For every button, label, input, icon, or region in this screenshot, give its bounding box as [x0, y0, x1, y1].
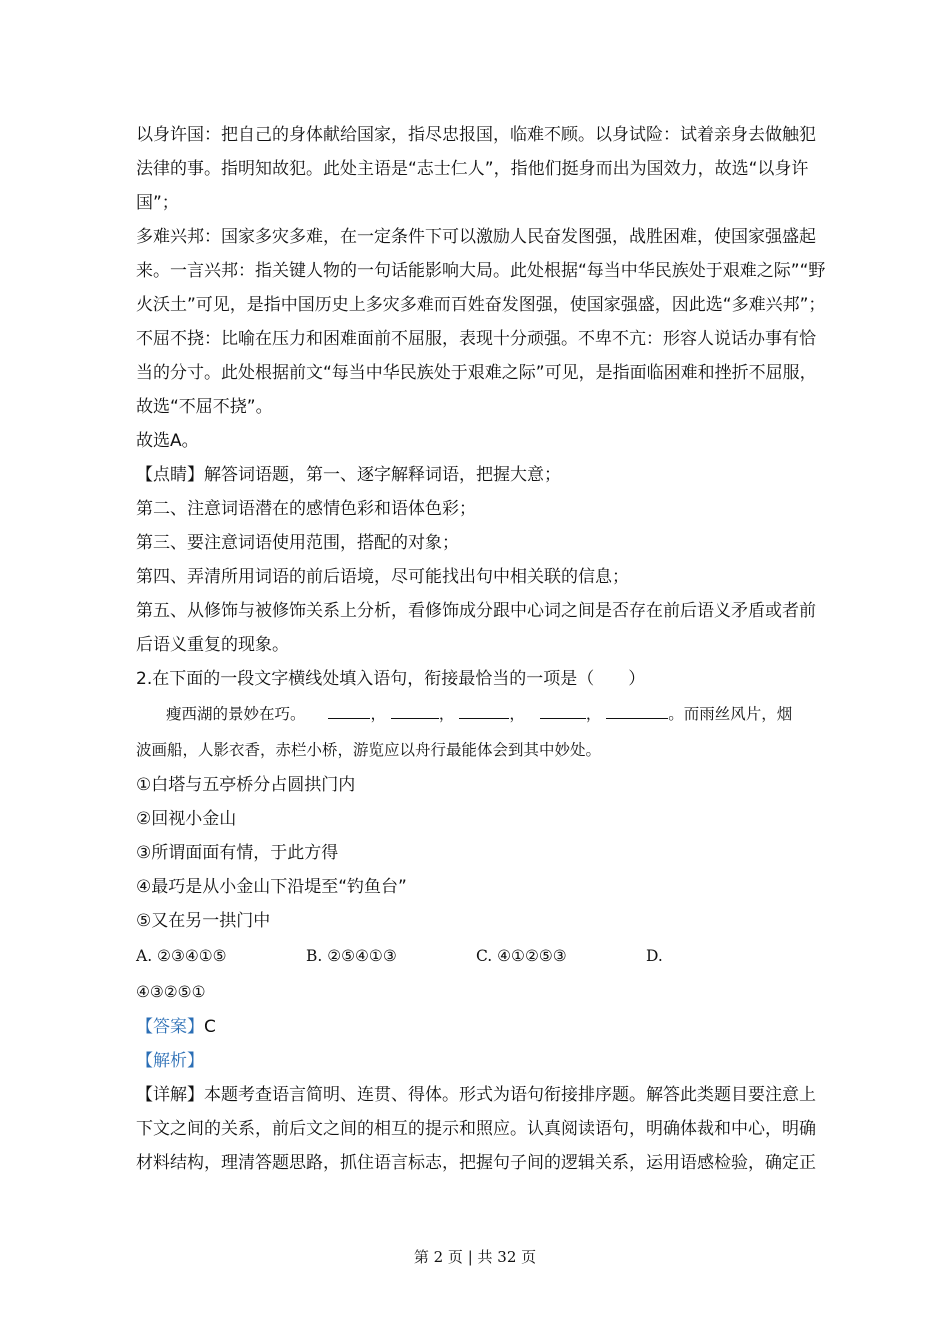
blank-separator: ， — [509, 705, 525, 723]
option-d: D. — [646, 947, 663, 965]
paragraph-line: 多难兴邦：国家多灾多难，在一定条件下可以激励人民奋发图强，战胜困难，使国家强盛起 — [136, 227, 816, 247]
paragraph-line: 以身许国：把自己的身体献给国家，指尽忠报国，临难不顾。以身试险：试着亲身去做触犯 — [136, 125, 816, 145]
blank-separator: ， — [370, 705, 386, 723]
analysis-line: 下文之间的关系，前后文之间的相互的提示和照应。认真阅读语句，明确体裁和中心，明确 — [136, 1119, 816, 1139]
analysis-label: 【解析】 — [136, 1051, 204, 1071]
paragraph-line: 火沃土”可见，是指中国历史上多灾多难而百姓奋发图强，使国家强盛，因此选“多难兴邦”； — [136, 295, 826, 315]
question-passage-line-2: 波画船，人影衣香，赤栏小桥，游览应以舟行最能体会到其中妙处。 — [136, 741, 602, 759]
sentence-item: ①白塔与五亭桥分占圆拱门内 — [136, 775, 356, 795]
option-d-value: ④③②⑤① — [136, 983, 206, 1001]
paragraph-line: 国”； — [136, 193, 179, 213]
answer-options — [136, 938, 816, 974]
paragraph-line: 故选A。 — [136, 431, 199, 451]
answer-value: C — [204, 1017, 216, 1037]
question-passage-line-1 — [136, 696, 816, 732]
analysis-line: 材料结构，理清答题思路，抓住语言标志，把握句子间的逻辑关系，运用语感检验，确定正 — [136, 1153, 816, 1173]
sentence-item: ③所谓面面有情，于此方得 — [136, 843, 339, 863]
sentence-item: ④最巧是从小金山下沿堤至“钓鱼台” — [136, 877, 407, 897]
blank-2 — [391, 704, 439, 719]
blank-separator: ， — [585, 705, 602, 723]
question-stem: 2.在下面的一段文字横线处填入语句，衔接最恰当的一项是（ ） — [136, 669, 646, 689]
page-footer: 第 2 页 | 共 32 页 — [413, 1248, 537, 1266]
blank-5 — [606, 704, 668, 719]
analysis-line: 【详解】本题考查语言简明、连贯、得体。形式为语句衔接排序题。解答此类题目要注意上 — [136, 1085, 816, 1105]
blank-1 — [328, 704, 370, 719]
paragraph-line: 法律的事。指明知故犯。此处主语是“志士仁人”，指他们挺身而出为国效力，故选“以身许 — [136, 159, 809, 179]
answer-label: 【答案】 — [136, 1017, 204, 1037]
paragraph-line: 后语义重复的现象。 — [136, 635, 289, 655]
paragraph-line: 当的分寸。此处根据前文“每当中华民族处于艰难之际”可见，是指面临困难和挫折不屈服， — [136, 363, 817, 383]
blank-4 — [540, 704, 586, 719]
sentence-item: ⑤又在另一拱门中 — [136, 911, 271, 931]
paragraph-line: 第四、弄清所用词语的前后语境，尽可能找出句中相关联的信息； — [136, 567, 629, 587]
page-content — [136, 118, 826, 1180]
paragraph-line: 来。一言兴邦：指关键人物的一句话能影响大局。此处根据“每当中华民族处于艰难之际”“野 — [136, 261, 826, 281]
passage-end: 。而雨丝风片，烟 — [668, 705, 793, 723]
sentence-item: ②回视小金山 — [136, 809, 237, 829]
paragraph-line: 故选“不屈不挠”。 — [136, 397, 273, 417]
paragraph-line: 第二、注意词语潜在的感情色彩和语体色彩； — [136, 499, 476, 519]
passage-start: 瘦西湖的景妙在巧。 — [166, 705, 306, 723]
paragraph-line: 第五、从修饰与被修饰关系上分析，看修饰成分跟中心词之间是否存在前后语义矛盾或者前 — [136, 601, 816, 621]
option-c: C. ④①②⑤③ — [476, 947, 567, 965]
option-b: B. ②⑤④①③ — [306, 947, 397, 965]
paragraph-line: 【点睛】解答词语题，第一、逐字解释词语，把握大意； — [136, 465, 561, 485]
blank-separator: ， — [438, 705, 455, 723]
paragraph-line: 第三、要注意词语使用范围，搭配的对象； — [136, 533, 459, 553]
blank-3 — [459, 704, 509, 719]
answer-line — [136, 1010, 816, 1044]
option-a: A. ②③④①⑤ — [136, 947, 227, 965]
paragraph-line: 不屈不挠：比喻在压力和困难面前不屈服，表现十分顽强。不卑不亢：形容人说话办事有恰 — [136, 329, 816, 349]
